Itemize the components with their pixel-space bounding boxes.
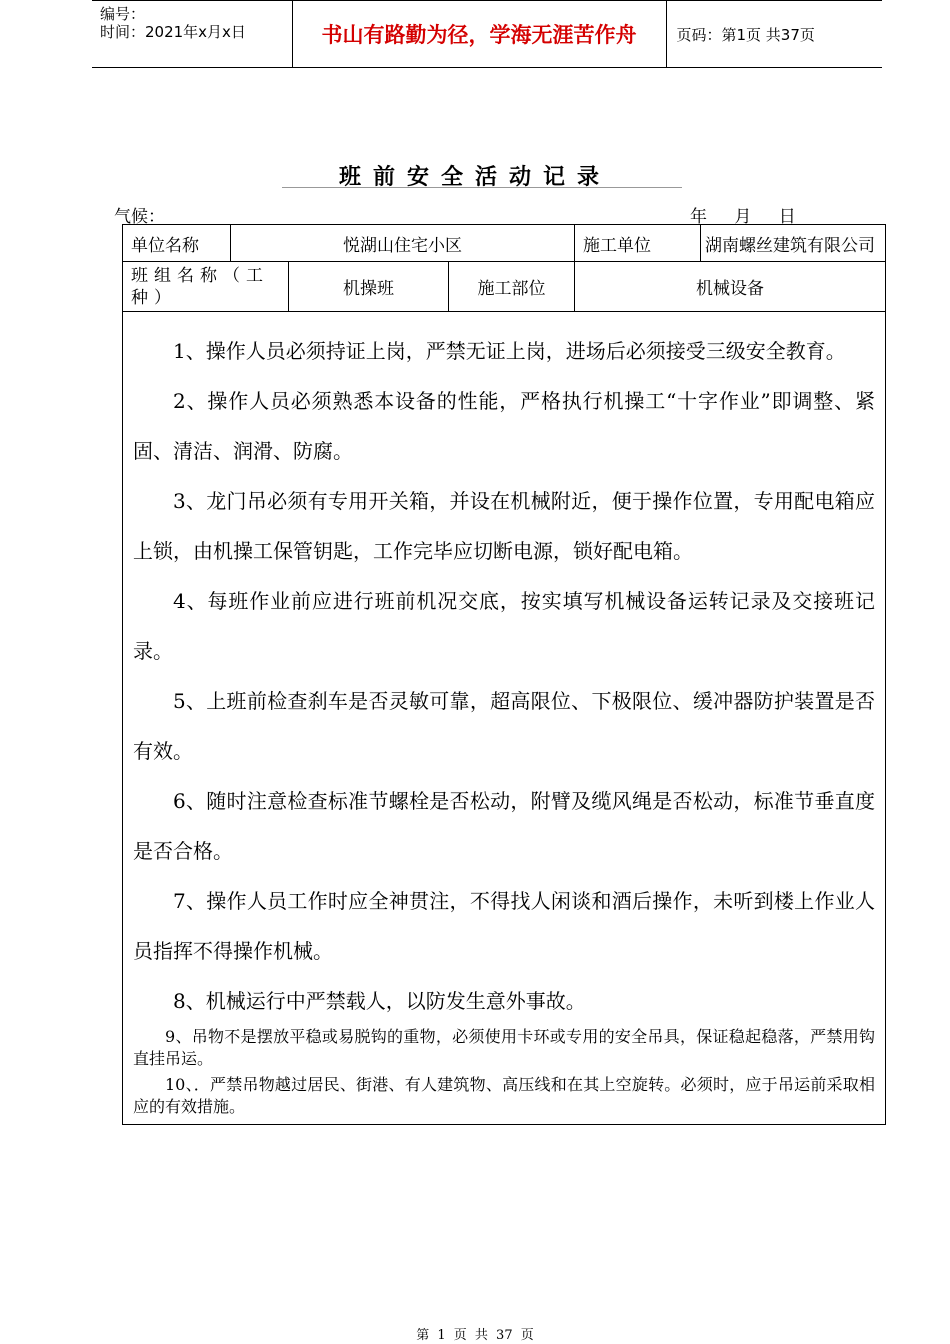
safety-item-small: 10、．严禁吊物越过居民、街港、有人建筑物、高压线和在其上空旋转。必须时，应于吊运前采取相应的有效措施。 xyxy=(133,1075,876,1116)
header-page-info: 页码：第1页 共37页 xyxy=(666,1,882,68)
safety-item: 2、操作人员必须熟悉本设备的性能，严格执行机操工“十字作业”即调整、紧固、清洁、润滑、防腐。 xyxy=(133,389,876,463)
page-header xyxy=(92,0,882,68)
document-title: 班前安全活动记录 xyxy=(338,165,611,190)
construction-unit-label: 施工单位 xyxy=(575,225,701,262)
header-motto: 书山有路勤为径，学海无涯苦作舟 xyxy=(292,1,666,68)
safety-item: 6、随时注意检查标准节螺栓是否松动，附臂及缆风绳是否松动，标准节垂直度是否合格。 xyxy=(133,789,876,863)
time-label: 时间：2021年x月x日 xyxy=(100,23,246,41)
team-name-label: 班组名称（工种） xyxy=(123,262,289,312)
header-meta xyxy=(92,1,292,68)
safety-item: 1、操作人员必须持证上岗，严禁无证上岗，进场后必须接受三级安全教育。 xyxy=(173,339,846,363)
safety-item: 5、上班前检查刹车是否灵敏可靠，超高限位、下极限位、缓冲器防护装置是否有效。 xyxy=(133,689,876,763)
title-underline xyxy=(282,187,682,188)
page-footer: 第 1 页 共 37 页 xyxy=(416,1328,534,1343)
construction-site-label: 施工部位 xyxy=(449,262,575,312)
safety-item: 3、龙门吊必须有专用开关箱，并设在机械附近，便于操作位置，专用配电箱应上锁，由机操工保管钥匙，工作完毕应切断电源，锁好配电箱。 xyxy=(133,489,876,563)
serial-label: 编号： xyxy=(100,5,146,23)
construction-site-value: 机械设备 xyxy=(575,262,886,312)
unit-name-value: 悦湖山住宅小区 xyxy=(231,225,575,262)
record-table xyxy=(122,224,886,1125)
unit-name-label: 单位名称 xyxy=(123,225,231,262)
safety-item: 7、操作人员工作时应全神贯注，不得找人闲谈和酒后操作，未听到楼上作业人员指挥不得操作机械。 xyxy=(133,889,876,963)
weather-label: 气候： xyxy=(114,207,165,227)
safety-item: 8、机械运行中严禁载人，以防发生意外事故。 xyxy=(173,989,586,1013)
date-fields: 年 月 日 xyxy=(690,207,796,227)
safety-content xyxy=(123,312,886,1125)
team-name-value: 机操班 xyxy=(289,262,449,312)
safety-item: 4、每班作业前应进行班前机况交底，按实填写机械设备运转记录及交接班记录。 xyxy=(133,589,876,663)
safety-item-small: 9、吊物不是摆放平稳或易脱钩的重物，必须使用卡环或专用的安全吊具，保证稳起稳落，严禁用钩直挂吊运。 xyxy=(133,1027,876,1068)
construction-unit-value: 湖南螺丝建筑有限公司 xyxy=(701,225,886,262)
